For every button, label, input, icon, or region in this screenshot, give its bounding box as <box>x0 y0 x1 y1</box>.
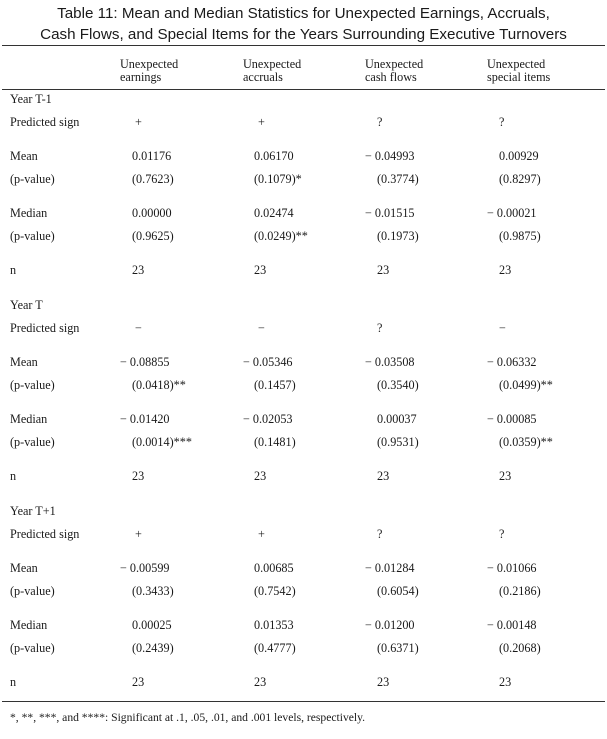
row-label: Predicted sign <box>10 115 80 129</box>
cell-accruals: (0.1079)* <box>254 172 302 186</box>
cell-special-items: − 0.06332 <box>487 355 537 369</box>
cell-special-items: ? <box>499 527 505 541</box>
cell-cash-flows: (0.3540) <box>377 378 419 392</box>
cell-cash-flows: − 0.04993 <box>365 149 415 163</box>
cell-special-items: (0.9875) <box>499 229 541 243</box>
cell-special-items: − 0.00021 <box>487 206 537 220</box>
row-label: Predicted sign <box>10 527 80 541</box>
row-label: (p-value) <box>10 435 55 449</box>
cell-special-items: 23 <box>499 675 512 689</box>
cell-earnings: − <box>135 321 142 335</box>
row-label: n <box>10 675 17 689</box>
cell-cash-flows: ? <box>377 527 383 541</box>
cell-earnings: + <box>135 527 142 541</box>
footnote: *, **, ***, and ****: Significant at .1, .05, .01, and .001 levels, respectively. <box>10 711 366 724</box>
title-line-2: Cash Flows, and Special Items for the Years Surrounding Executive Turnovers <box>40 26 567 43</box>
row-label: Mean <box>10 355 38 369</box>
cell-cash-flows: (0.6054) <box>377 584 419 598</box>
row-label: Predicted sign <box>10 321 80 335</box>
row-label: (p-value) <box>10 584 55 598</box>
cell-earnings: (0.0014)*** <box>132 435 192 449</box>
cell-accruals: 0.01353 <box>254 618 294 632</box>
cell-earnings: (0.7623) <box>132 172 174 186</box>
cell-special-items: (0.2068) <box>499 641 541 655</box>
cell-accruals: 23 <box>254 263 267 277</box>
cell-accruals: (0.1457) <box>254 378 296 392</box>
row-label: (p-value) <box>10 229 55 243</box>
top-rule <box>2 45 605 46</box>
cell-earnings: (0.3433) <box>132 584 174 598</box>
cell-accruals: 23 <box>254 675 267 689</box>
cell-special-items: − 0.00148 <box>487 618 537 632</box>
year-heading: Year T+1 <box>10 504 56 518</box>
row-label: Mean <box>10 149 38 163</box>
col-header-special-items: Unexpected special items <box>487 57 551 84</box>
cell-cash-flows: (0.6371) <box>377 641 419 655</box>
cell-accruals: 0.00685 <box>254 561 294 575</box>
row-label: Median <box>10 618 48 632</box>
cell-cash-flows: 23 <box>377 469 390 483</box>
cell-earnings: 23 <box>132 263 145 277</box>
cell-earnings: (0.2439) <box>132 641 174 655</box>
cell-cash-flows: − 0.03508 <box>365 355 415 369</box>
cell-earnings: (0.9625) <box>132 229 174 243</box>
row-label: n <box>10 263 17 277</box>
cell-earnings: 0.01176 <box>132 149 172 163</box>
cell-cash-flows: ? <box>377 115 383 129</box>
cell-accruals: 23 <box>254 469 267 483</box>
cell-accruals: 0.02474 <box>254 206 294 220</box>
cell-accruals: − 0.02053 <box>243 412 293 426</box>
cell-accruals: − 0.05346 <box>243 355 293 369</box>
row-label: (p-value) <box>10 378 55 392</box>
cell-accruals: (0.0249)** <box>254 229 308 243</box>
row-label: n <box>10 469 17 483</box>
cell-special-items: − 0.01066 <box>487 561 537 575</box>
col-header-earnings: Unexpected earnings <box>120 57 179 84</box>
row-label: (p-value) <box>10 641 55 655</box>
cell-earnings: (0.0418)** <box>132 378 186 392</box>
cell-earnings: − 0.00599 <box>120 561 170 575</box>
cell-earnings: 0.00025 <box>132 618 172 632</box>
col-header-cash-flows: Unexpected cash flows <box>365 57 424 84</box>
cell-cash-flows: − 0.01284 <box>365 561 415 575</box>
cell-cash-flows: (0.9531) <box>377 435 419 449</box>
cell-accruals: − <box>258 321 265 335</box>
cell-accruals: (0.1481) <box>254 435 296 449</box>
cell-special-items: ? <box>499 115 505 129</box>
cell-cash-flows: (0.3774) <box>377 172 419 186</box>
header-rule <box>2 89 605 90</box>
row-label: Median <box>10 412 48 426</box>
cell-special-items: (0.0499)** <box>499 378 553 392</box>
cell-special-items: − <box>499 321 506 335</box>
cell-cash-flows: − 0.01200 <box>365 618 415 632</box>
cell-special-items: (0.0359)** <box>499 435 553 449</box>
cell-cash-flows: ? <box>377 321 383 335</box>
cell-earnings: 23 <box>132 675 145 689</box>
cell-cash-flows: 23 <box>377 675 390 689</box>
cell-accruals: (0.4777) <box>254 641 296 655</box>
bottom-rule <box>2 701 605 702</box>
cell-earnings: − 0.08855 <box>120 355 170 369</box>
cell-special-items: 0.00929 <box>499 149 539 163</box>
cell-earnings: − 0.01420 <box>120 412 170 426</box>
cell-accruals: + <box>258 527 265 541</box>
cell-accruals: + <box>258 115 265 129</box>
cell-special-items: 23 <box>499 469 512 483</box>
cell-earnings: + <box>135 115 142 129</box>
row-label: Median <box>10 206 48 220</box>
cell-special-items: (0.8297) <box>499 172 541 186</box>
cell-special-items: − 0.00085 <box>487 412 537 426</box>
row-label: Mean <box>10 561 38 575</box>
cell-earnings: 0.00000 <box>132 206 172 220</box>
cell-special-items: 23 <box>499 263 512 277</box>
year-heading: Year T <box>10 298 43 312</box>
title-line-1: Table 11: Mean and Median Statistics for Unexpected Earnings, Accruals, <box>57 5 550 22</box>
cell-cash-flows: 23 <box>377 263 390 277</box>
cell-cash-flows: 0.00037 <box>377 412 417 426</box>
col-header-accruals: Unexpected accruals <box>243 57 302 84</box>
year-heading: Year T-1 <box>10 92 52 106</box>
cell-cash-flows: (0.1973) <box>377 229 419 243</box>
cell-special-items: (0.2186) <box>499 584 541 598</box>
row-label: (p-value) <box>10 172 55 186</box>
cell-cash-flows: − 0.01515 <box>365 206 415 220</box>
cell-accruals: (0.7542) <box>254 584 296 598</box>
cell-earnings: 23 <box>132 469 145 483</box>
table-title <box>0 3 607 45</box>
cell-accruals: 0.06170 <box>254 149 294 163</box>
